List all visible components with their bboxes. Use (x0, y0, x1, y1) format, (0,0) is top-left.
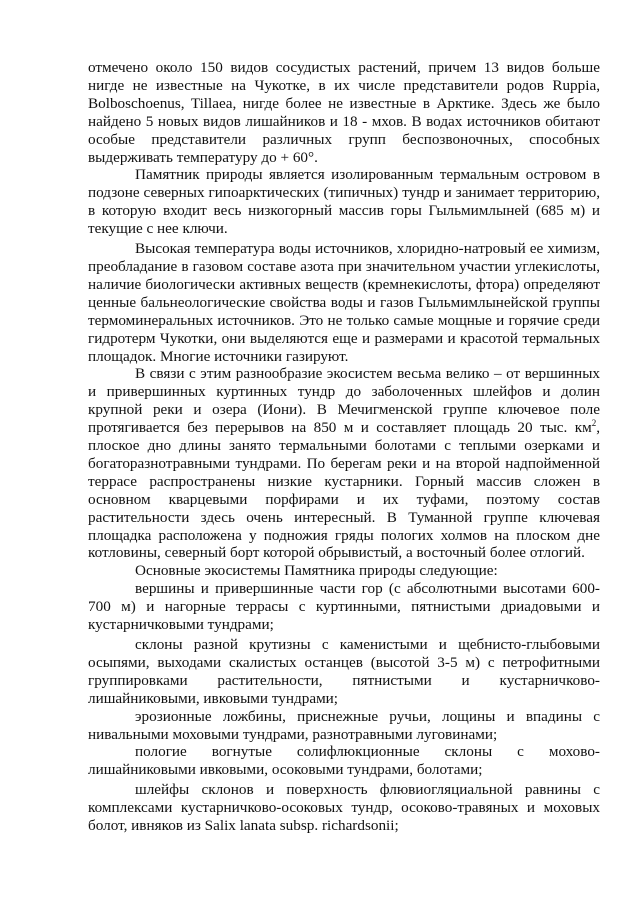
paragraph-4-part-2: , плоское дно длины занято термальными болотами с теплыми озерками и богаторазнотравными тундрами. По берегам реки и на второй надпойменной террасе распространены низкие кустарники. Горный массив сложен в основном кварцевыми порфирами и их туфами, поэтому состав растительности здесь очень интересный. В Туманной группе ключевая площадка расположена у подножия гряды пологих холмов на плоском дне котловины, северный борт которой обрывистый, а восточный более отлогий. (88, 419, 600, 562)
paragraph-4 (88, 365, 600, 562)
paragraph-2: Памятник природы является изолированным термальным островом в подзоне северных гипоарктических (типичных) тундр и занимает территорию, в которую входит весь низкогорный массив горы Гыльмимлыней (685 м) и текущие с нее ключи. (88, 166, 600, 238)
paragraph-5: Основные экосистемы Памятника природы следующие: (135, 562, 498, 580)
body-text (88, 59, 600, 835)
paragraph-3: Высокая температура воды источников, хлоридно-натровый ее химизм, преобладание в газовом составе азота при значительном участии углекислоты, наличие биологически активных веществ (кремнекислоты, фтора) определяют ценные бальнеологические свойства воды и газов Гыльмимлынейской группы термоминеральных источников. Это не только самые мощные и горячие среди гидротерм Чукотки, они выделяются еще и размерами и красотой термальных площадок. Многие источники газируют. (88, 240, 600, 365)
paragraph-7: склоны разной крутизны с каменистыми и щебнисто-глыбовыми осыпями, выходами скалистых останцев (высотой 3-5 м) с петрофитными группировками растительности, пятнистыми и кустарничково-лишайниковыми, ивковыми тундрами; (88, 636, 600, 707)
paragraph-9: пологие вогнутые солифлюкционные склоны с мохово-лишайниковыми ивковыми, осоковыми тундрами, болотами; (88, 743, 600, 779)
paragraph-8: эрозионные ложбины, приснежные ручьи, лощины и впадины с нивальными моховыми тундрами, разнотравными луговинами; (88, 707, 600, 743)
paragraph-10: шлейфы склонов и поверхность флювиогляциальной равнины с комплексами кустарничково-осоковых тундр, осоково-травяных и моховых болот, ивняков из Salix lanata subsp. richardsonii; (88, 781, 600, 835)
paragraph-1: отмечено около 150 видов сосудистых растений, причем 13 видов больше нигде не известные на Чукотке, в их числе представители родов Ruppia, Bolboschoenus, Tillaea, нигде более не известные в Арктике. Здесь же было найдено 5 новых видов лишайников и 18 - мхов. В водах источников обитают особые представители различных групп беспозвоночных, способных выдерживать температуру до + 60°. (88, 59, 600, 166)
paragraph-4-part-1: В связи с этим разнообразие экосистем весьма велико – от вершинных и привершинных куртинных тундр до заболоченных шлейфов и долин крупной реки и озера (Иони). В Мечигменской группе ключевое поле протягивается без перерывов на 850 м и составляет площадь 20 тыс. км (88, 365, 600, 437)
paragraph-6: вершины и привершинные части гор (с абсолютными высотами 600-700 м) и нагорные террасы с куртинными, пятнистыми дриадовыми и кустарничковыми тундрами; (88, 580, 600, 634)
superscript: 2 (591, 418, 597, 429)
